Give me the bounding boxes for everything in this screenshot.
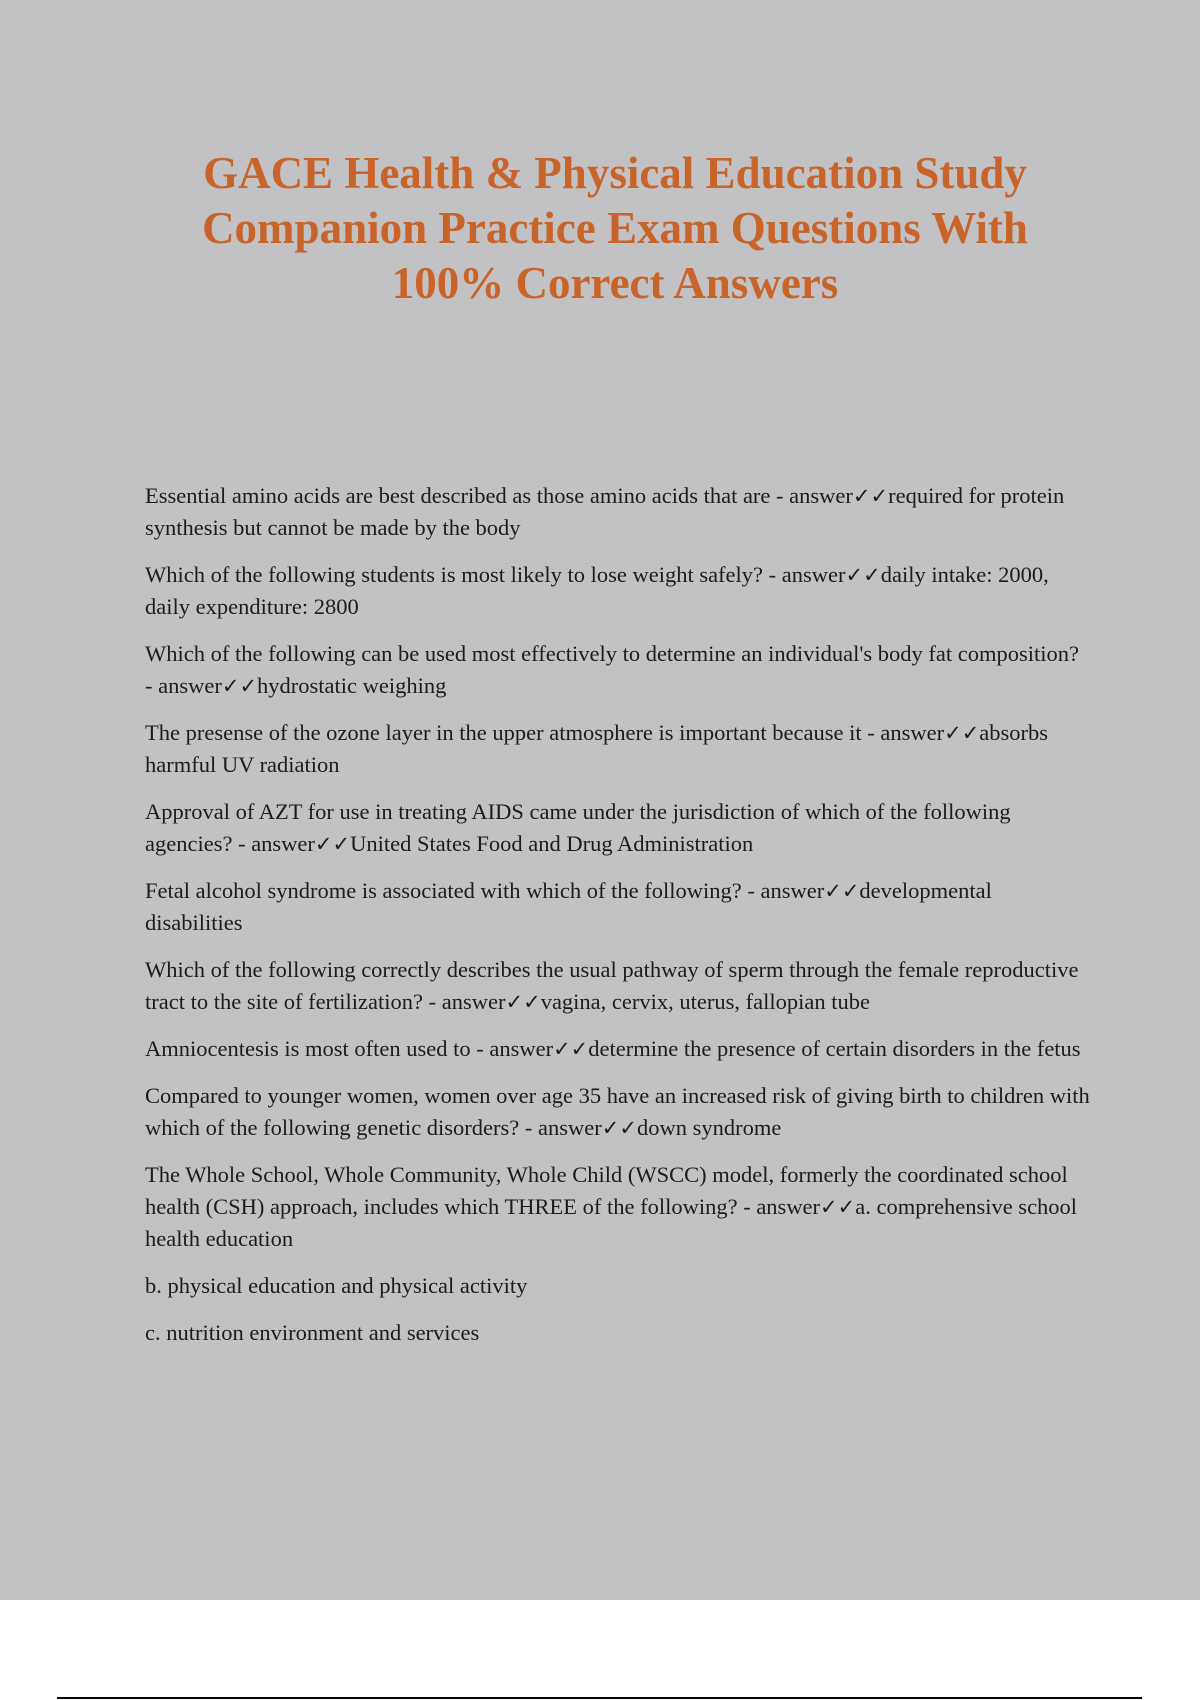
answer-marker: - answer	[747, 878, 825, 903]
answer-text: daily intake: 2000, daily expenditure: 2800	[145, 562, 1049, 619]
qa-item	[145, 480, 1090, 544]
qa-item	[145, 875, 1090, 939]
double-check-icon: ✓✓	[852, 484, 889, 508]
answer-marker: - answer	[524, 1115, 602, 1140]
question-text: Compared to younger women, women over age 35 have an increased risk of giving birth to children with which of the following genetic disorders?	[145, 1083, 1090, 1140]
title-line: Companion Practice Exam Questions With	[202, 203, 1028, 253]
title-line: 100% Correct Answers	[391, 258, 839, 308]
answer-text: vagina, cervix, uterus, fallopian tube	[540, 989, 870, 1014]
answer-marker: - answer	[428, 989, 506, 1014]
double-check-icon: ✓✓	[221, 674, 258, 698]
qa-item	[145, 717, 1090, 781]
answer-marker: - answer	[145, 673, 222, 698]
double-check-icon: ✓✓	[601, 1116, 637, 1140]
answer-marker: - answer	[768, 562, 846, 587]
page-bottom-margin	[0, 1600, 1200, 1700]
answer-marker: - answer	[476, 1036, 554, 1061]
answer-text: absorbs harmful UV radiation	[145, 720, 1049, 777]
question-text: Which of the following students is most likely to lose weight safely?	[145, 562, 764, 587]
qa-item	[145, 1159, 1090, 1255]
double-check-icon: ✓✓	[505, 990, 541, 1014]
qa-item	[145, 638, 1090, 702]
double-check-icon: ✓✓	[824, 879, 860, 903]
answer-text: hydrostatic weighing	[257, 673, 447, 698]
question-text: Essential amino acids are best described as those amino acids that are	[145, 483, 771, 508]
double-check-icon: ✓✓	[553, 1037, 589, 1061]
double-check-icon: ✓✓	[820, 1195, 856, 1219]
question-text: Which of the following correctly describes the usual pathway of sperm through the female reproductive tract to the site of fertilization?	[145, 957, 1079, 1014]
continuation-line: c. nutrition environment and services	[145, 1320, 480, 1345]
question-answer-list	[145, 480, 1090, 1364]
question-text: Amniocentesis is most often used to	[145, 1036, 471, 1061]
qa-item	[145, 559, 1090, 623]
double-check-icon: ✓✓	[314, 832, 351, 856]
continuation-line: b. physical education and physical activity	[145, 1273, 528, 1298]
qa-item	[145, 1033, 1090, 1065]
answer-marker: - answer	[743, 1194, 821, 1219]
answer-text: a. comprehensive school health education	[145, 1194, 1078, 1251]
answer-text: developmental disabilities	[145, 878, 992, 935]
question-text: Approval of AZT for use in treating AIDS came under the jurisdiction of which of the following agencies?	[145, 799, 1011, 856]
answer-text: required for protein synthesis but cannot be made by the body	[145, 483, 1065, 540]
question-text: The Whole School, Whole Community, Whole Child (WSCC) model, formerly the coordinated school health (CSH) approach, includes which THREE of the following?	[145, 1162, 1068, 1219]
question-text: The presense of the ozone layer in the upper atmosphere is important because it	[145, 720, 862, 745]
answer-text: down syndrome	[636, 1115, 782, 1140]
answer-marker: - answer	[238, 831, 315, 856]
footer-divider	[57, 1697, 1142, 1699]
qa-item	[145, 954, 1090, 1018]
question-text: Which of the following can be used most effectively to determine an individual's body fat composition?	[145, 641, 1080, 666]
double-check-icon: ✓✓	[845, 563, 881, 587]
title-line: GACE Health & Physical Education Study	[203, 148, 1027, 198]
page-title	[140, 146, 1090, 311]
answer-text: determine the presence of certain disorders in the fetus	[588, 1036, 1081, 1061]
question-text: Fetal alcohol syndrome is associated with which of the following?	[145, 878, 742, 903]
double-check-icon: ✓✓	[944, 721, 980, 745]
answer-marker: - answer	[867, 720, 945, 745]
qa-item	[145, 1080, 1090, 1144]
qa-item	[145, 796, 1090, 860]
answer-marker: - answer	[776, 483, 853, 508]
answer-text: United States Food and Drug Administration	[350, 831, 754, 856]
